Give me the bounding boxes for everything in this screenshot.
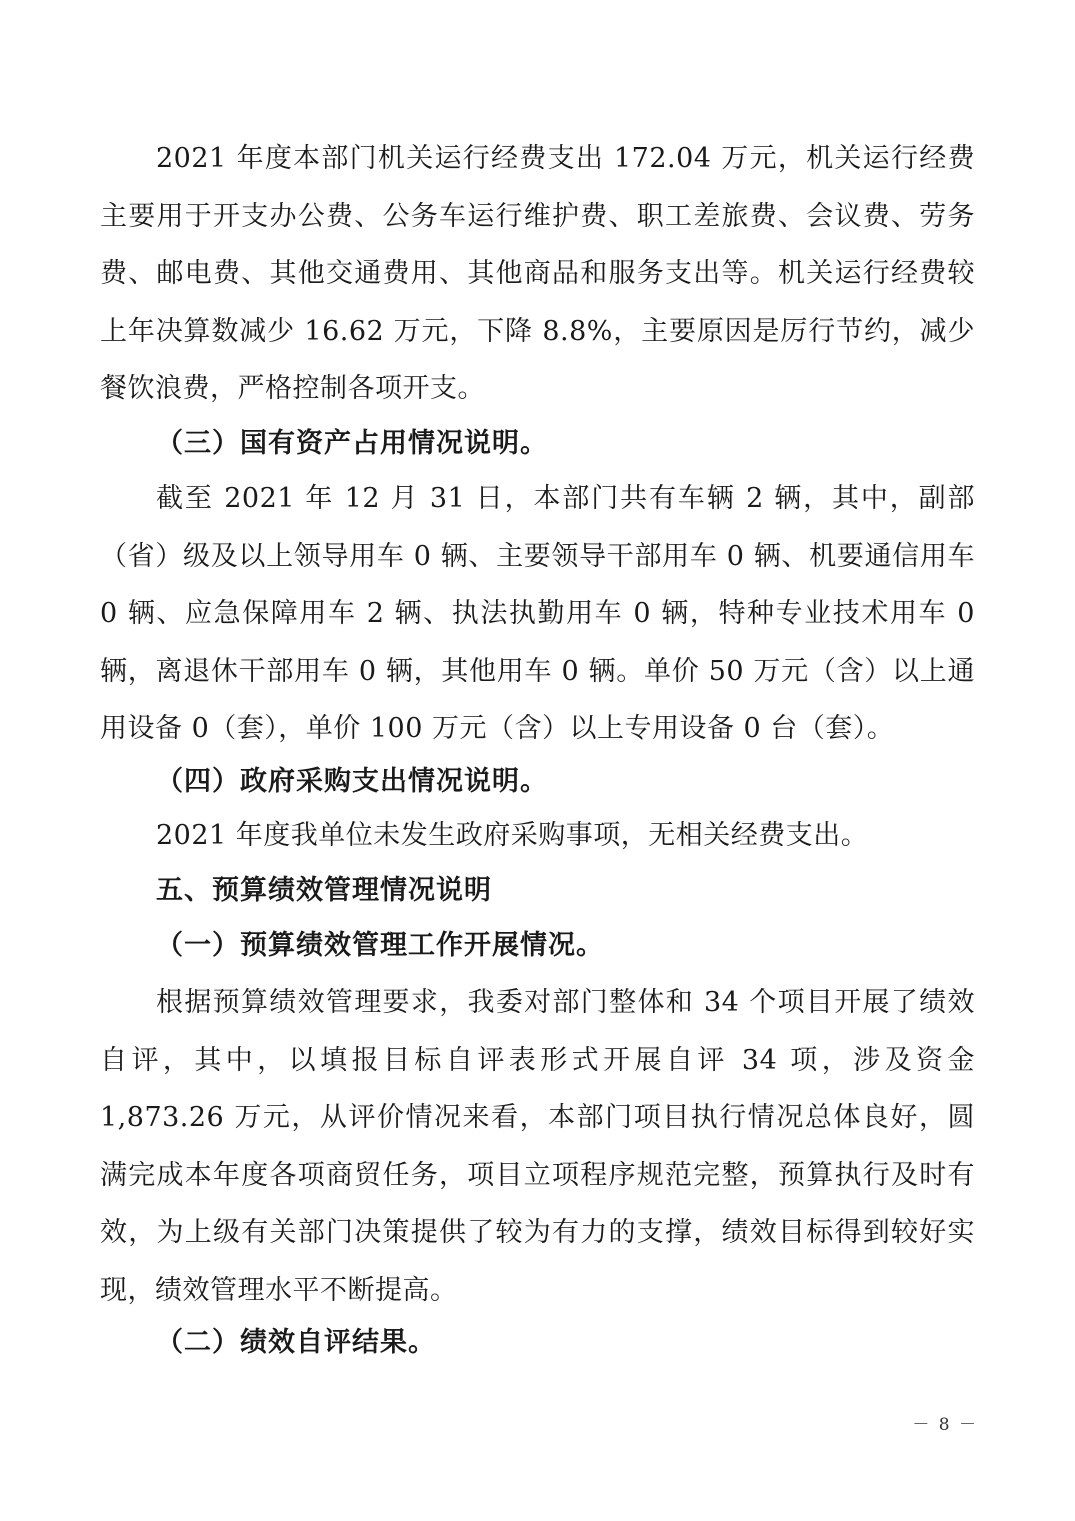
paragraph-performance-evaluation: 根据预算绩效管理要求，我委对部门整体和 34 个项目开展了绩效自评，其中，以填报目标自评表形式开展自评 34 项，涉及资金 1,873.26 万元，从评价情况来看，本部门项目执行情况总体良好，圆满完成本年度各项商贸任务，项目立项程序规范完整，预算执行及时有效，为上级有关部门决策提供了较为有力的支撑，绩效目标得到较好实现，绩效管理水平不断提高。 — [100, 987, 975, 1306]
heading-government-procurement: （四）政府采购支出情况说明。 — [156, 766, 548, 797]
paragraph-operating-expenses: 2021 年度本部门机关运行经费支出 172.04 万元，机关运行经费主要用于开支办公费、公务车运行维护费、职工差旅费、会议费、劳务费、邮电费、其他交通费用、其他商品和服务支出等。机关运行经费较上年决算数减少 16.62 万元，下降 8.8%，主要原因是厉行节约，减少餐饮浪费，严格控制各项开支。 — [100, 143, 975, 404]
heading-section-five: 五、预算绩效管理情况说明 — [156, 875, 492, 906]
heading-state-assets: （三）国有资产占用情况说明。 — [156, 428, 548, 459]
page-number: － 8 － — [912, 1415, 978, 1435]
paragraph-vehicles-assets: 截至 2021 年 12 月 31 日，本部门共有车辆 2 辆，其中，副部（省）级及以上领导用车 0 辆、主要领导干部用车 0 辆、机要通信用车 0 辆、应急保障用车 2 辆、执法执勤用车 0 辆，特种专业技术用车 0 辆，离退休干部用车 0 辆，其他用车 0 辆。单价 50 万元（含）以上通用设备 0（套），单价 100 万元（含）以上专用设备 0 台（套）。 — [100, 483, 975, 744]
paragraph-procurement: 2021 年度我单位未发生政府采购事项，无相关经费支出。 — [156, 820, 869, 851]
heading-self-evaluation-results: （二）绩效自评结果。 — [156, 1327, 436, 1358]
heading-performance-work: （一）预算绩效管理工作开展情况。 — [156, 930, 604, 961]
